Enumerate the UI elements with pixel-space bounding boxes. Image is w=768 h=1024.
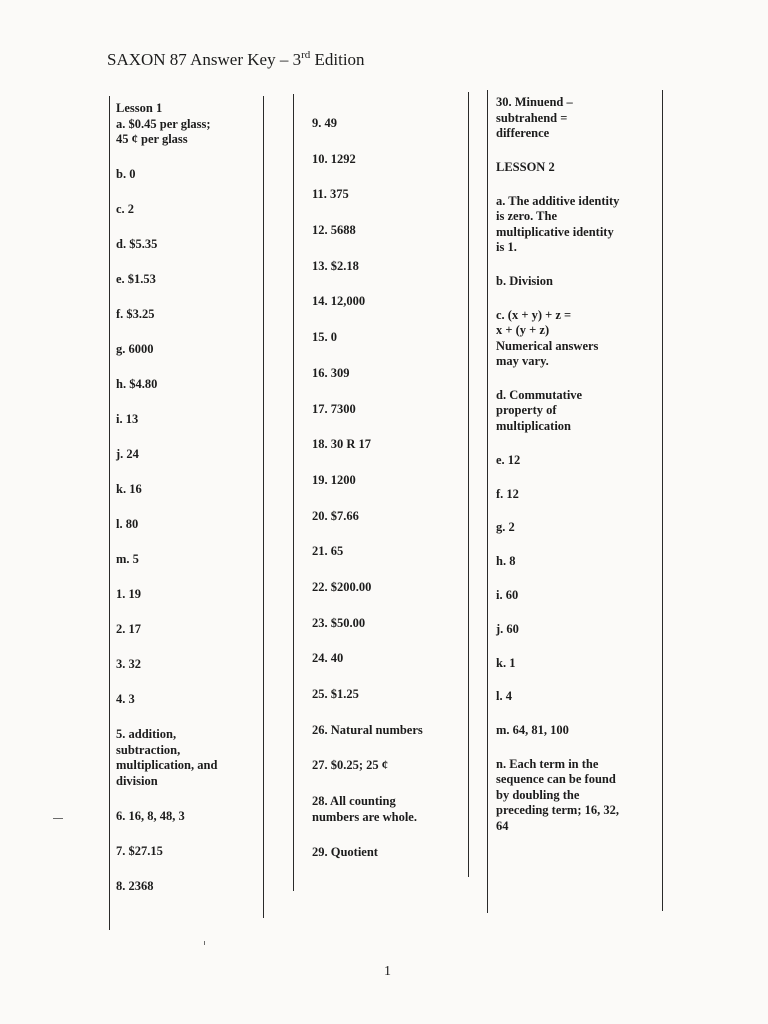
answer-item — [116, 447, 217, 463]
answer-item — [496, 757, 619, 835]
answer-line: d. $5.35 — [116, 237, 158, 251]
answer-line: subtraction, — [116, 742, 181, 757]
answer-line: 23. $50.00 — [312, 615, 366, 630]
answer-item — [116, 202, 217, 218]
answer-item — [496, 95, 619, 142]
answer-line: LESSON 2 — [496, 159, 555, 174]
answer-line: m. 5 — [116, 552, 139, 566]
answer-line: 18. 30 R 17 — [312, 437, 372, 452]
scan-speck — [53, 818, 63, 819]
answer-column-3 — [496, 95, 619, 853]
answer-line: multiplication — [496, 418, 572, 433]
answer-line: d. Commutative — [496, 387, 583, 402]
answer-item — [312, 294, 423, 310]
answer-line: j. 24 — [116, 447, 139, 461]
answer-item — [312, 687, 423, 703]
answer-line: k. 1 — [496, 655, 516, 670]
answer-item — [116, 272, 217, 288]
column-rule-1-right — [263, 96, 264, 918]
answer-line: 8. 2368 — [116, 878, 154, 893]
answer-item — [312, 723, 423, 739]
answer-line: e. $1.53 — [116, 272, 156, 286]
answer-item — [116, 517, 217, 533]
answer-line: l. 4 — [496, 689, 512, 704]
answer-line: property of — [496, 403, 557, 418]
answer-line: 6. 16, 8, 48, 3 — [116, 808, 185, 823]
answer-item — [116, 167, 217, 183]
answer-line: preceding term; 16, 32, — [496, 803, 620, 818]
answer-line: 11. 375 — [312, 187, 349, 202]
title-suffix: Edition — [310, 50, 365, 69]
column-rule-3-left — [487, 90, 488, 913]
answer-line: 64 — [496, 818, 509, 833]
answer-item — [312, 845, 423, 861]
answer-item — [312, 616, 423, 632]
answer-item — [312, 544, 423, 560]
page-title — [107, 49, 365, 70]
answer-line: b. Division — [496, 273, 553, 288]
answer-line: 24. 40 — [312, 651, 344, 666]
answer-item — [116, 727, 217, 789]
answer-item — [116, 809, 217, 825]
answer-item — [116, 657, 217, 673]
answer-item — [496, 554, 619, 570]
answer-line: sequence can be found — [496, 772, 616, 787]
answer-line: is zero. The — [496, 209, 557, 224]
answer-line: m. 64, 81, 100 — [496, 723, 569, 738]
answer-item — [496, 274, 619, 290]
answer-item — [312, 152, 423, 168]
answer-line: 16. 309 — [312, 365, 350, 380]
answer-item — [312, 259, 423, 275]
answer-line: i. 13 — [116, 412, 139, 426]
answer-line: g. 6000 — [116, 342, 154, 356]
answer-line: Numerical answers — [496, 338, 599, 353]
answer-line: is 1. — [496, 240, 517, 255]
answer-line: 7. $27.15 — [116, 843, 163, 858]
column-rule-2-right — [468, 92, 469, 877]
answer-line: e. 12 — [496, 452, 521, 467]
answer-line: a. The additive identity — [496, 193, 620, 208]
answer-line: 22. $200.00 — [312, 579, 372, 594]
answer-item — [116, 307, 217, 323]
answer-item — [496, 520, 619, 536]
answer-line: 25. $1.25 — [312, 687, 359, 701]
answer-line: 15. 0 — [312, 330, 337, 345]
answer-line: 14. 12,000 — [312, 294, 366, 309]
answer-line: 2. 17 — [116, 622, 141, 636]
column-rule-3-right — [662, 90, 663, 911]
answer-line: j. 60 — [496, 621, 519, 636]
answer-item — [312, 651, 423, 667]
answer-item — [312, 509, 423, 525]
title-prefix: SAXON 87 Answer Key – 3 — [107, 50, 302, 69]
answer-line: n. Each term in the — [496, 756, 599, 771]
answer-line: f. $3.25 — [116, 307, 155, 321]
answer-item — [496, 588, 619, 604]
answer-line: difference — [496, 126, 550, 140]
answer-line: c. (x + y) + z = — [496, 307, 572, 322]
answer-item — [496, 622, 619, 638]
answer-line: 21. 65 — [312, 544, 344, 559]
answer-line: 3. 32 — [116, 657, 141, 671]
answer-item — [496, 453, 619, 469]
answer-line: k. 16 — [116, 482, 142, 496]
answer-line: 27. $0.25; 25 ¢ — [312, 758, 389, 773]
answer-item — [312, 437, 423, 453]
answer-item — [496, 487, 619, 503]
answer-line: subtrahend = — [496, 110, 568, 125]
answer-item — [116, 412, 217, 428]
answer-item — [312, 580, 423, 596]
answer-item — [116, 342, 217, 358]
answer-line: c. 2 — [116, 202, 135, 216]
answer-item — [116, 622, 217, 638]
answer-item — [312, 473, 423, 489]
scan-speck — [204, 941, 205, 945]
answer-line: i. 60 — [496, 587, 519, 602]
answer-line: 4. 3 — [116, 692, 135, 706]
answer-line: 12. 5688 — [312, 223, 356, 238]
answer-line: f. 12 — [496, 486, 519, 501]
answer-line: Lesson 1 — [116, 101, 163, 115]
answer-line: 13. $2.18 — [312, 258, 359, 273]
column-rule-left — [109, 96, 110, 930]
answer-item — [312, 330, 423, 346]
answer-item — [496, 388, 619, 435]
answer-line: 9. 49 — [312, 116, 337, 130]
answer-item — [496, 308, 619, 370]
answer-line: h. 8 — [496, 554, 516, 569]
answer-item — [496, 723, 619, 739]
answer-item — [312, 402, 423, 418]
answer-item — [312, 794, 423, 825]
answer-line: x + (y + z) — [496, 323, 550, 338]
answer-item — [312, 758, 423, 774]
answer-line: 26. Natural numbers — [312, 722, 423, 737]
answer-line: 19. 1200 — [312, 472, 356, 487]
answer-line: 30. Minuend – — [496, 95, 573, 109]
column-rule-2-left — [293, 94, 294, 891]
answer-line: l. 80 — [116, 517, 139, 531]
answer-line: 20. $7.66 — [312, 508, 359, 523]
answer-line: multiplication, and — [116, 758, 218, 772]
answer-line: multiplicative identity — [496, 224, 614, 239]
answer-line: may vary. — [496, 354, 549, 369]
answer-line: 1. 19 — [116, 587, 141, 601]
answer-line: b. 0 — [116, 167, 136, 181]
answer-item — [116, 237, 217, 253]
answer-item — [496, 160, 619, 176]
answer-line: a. $0.45 per glass; — [116, 116, 211, 131]
answer-item — [496, 656, 619, 672]
answer-line: 10. 1292 — [312, 151, 356, 166]
answer-item — [116, 377, 217, 393]
answer-column-2 — [312, 116, 423, 881]
answer-column-1 — [116, 101, 217, 914]
answer-item — [116, 101, 217, 148]
answer-line: h. $4.80 — [116, 377, 158, 391]
answer-item — [312, 116, 423, 132]
answer-item — [116, 552, 217, 568]
answer-line: by doubling the — [496, 787, 580, 802]
answer-item — [116, 587, 217, 603]
answer-item — [312, 187, 423, 203]
answer-item — [116, 482, 217, 498]
answer-item — [496, 689, 619, 705]
answer-line: 17. 7300 — [312, 401, 356, 416]
answer-line: division — [116, 773, 158, 788]
title-superscript: rd — [301, 49, 311, 61]
answer-item — [312, 366, 423, 382]
page-number: 1 — [384, 964, 391, 979]
answer-item — [116, 692, 217, 708]
answer-line: 29. Quotient — [312, 845, 378, 860]
answer-line: 28. All counting — [312, 794, 396, 809]
answer-line: 5. addition, — [116, 727, 177, 741]
answer-line: numbers are whole. — [312, 809, 417, 824]
answer-line: 45 ¢ per glass — [116, 132, 188, 146]
answer-item — [116, 879, 217, 895]
answer-line: g. 2 — [496, 520, 515, 535]
answer-item — [496, 194, 619, 256]
answer-item — [116, 844, 217, 860]
answer-item — [312, 223, 423, 239]
